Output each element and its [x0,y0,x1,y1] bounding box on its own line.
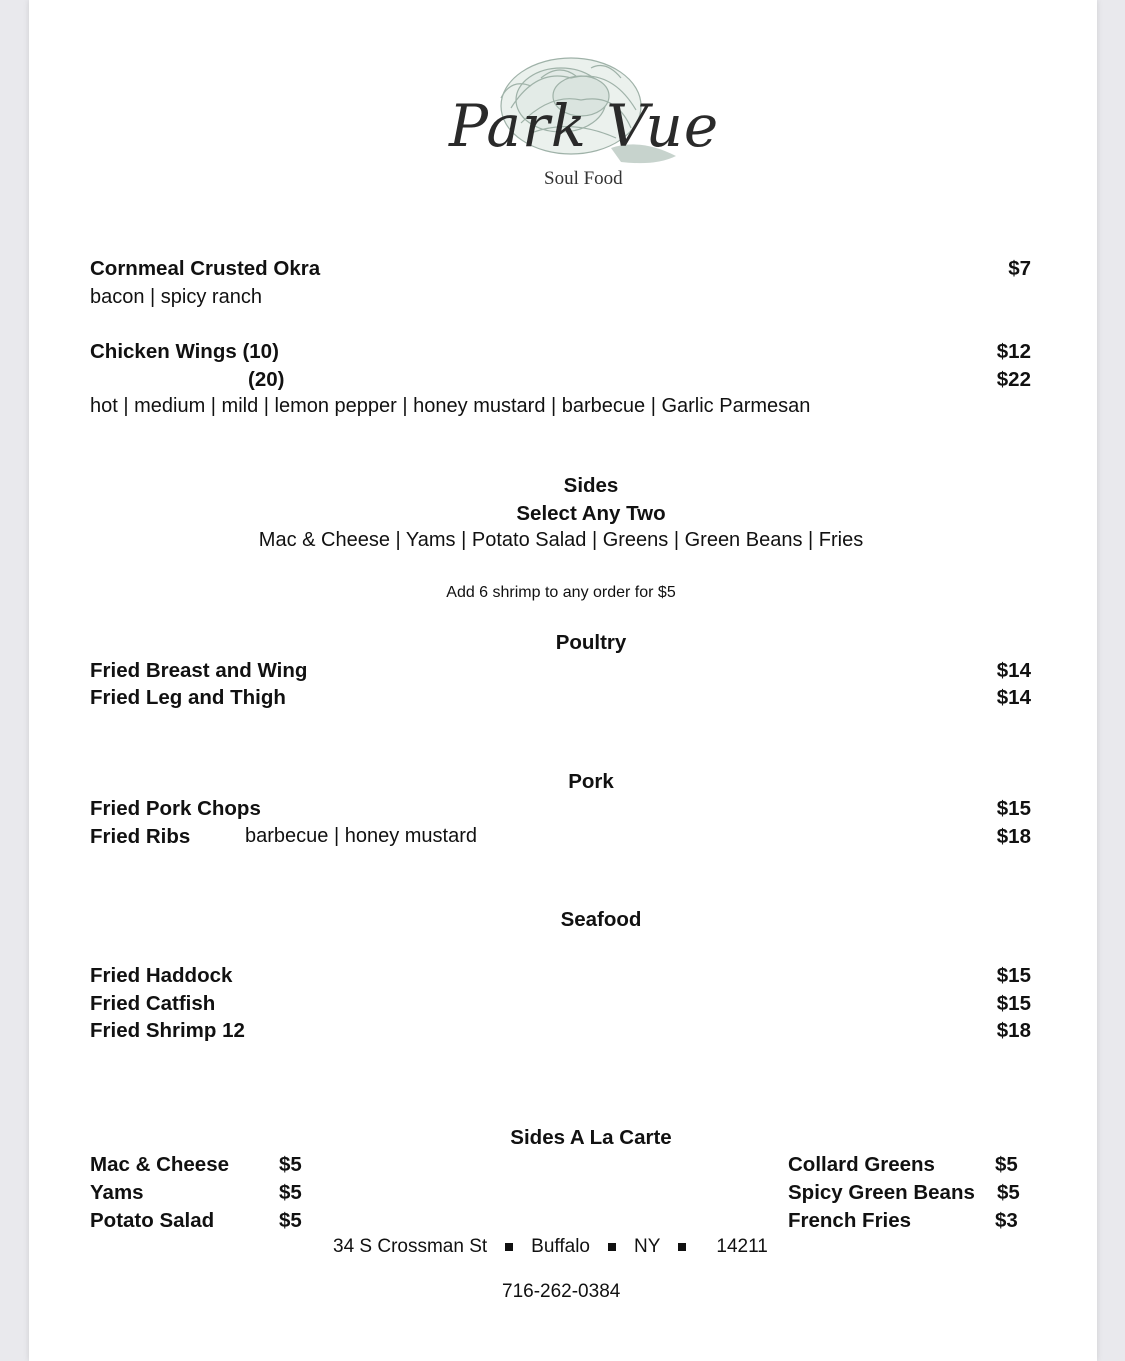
section-title-sides: Sides [563,474,619,497]
side-item-name: Yams [90,1181,144,1204]
menu-item-price: $18 [996,1019,1031,1042]
logo-wordmark: Park Vue [449,92,720,160]
side-item-name: Spicy Green Beans [788,1181,975,1204]
menu-item-description: bacon | spicy ranch [90,286,262,308]
menu-item-name: Fried Haddock [90,964,233,987]
address-zip: 14211 [716,1236,768,1257]
side-item-name: Mac & Cheese [90,1153,230,1176]
menu-item-description: hot | medium | mild | lemon pepper | honey mustard | barbecue | Garlic Parmesan [90,395,811,417]
menu-item-price: $7 [1008,257,1031,280]
section-title-seafood: Seafood [560,908,642,931]
logo-tagline: Soul Food [544,168,623,189]
address-state: NY [633,1236,661,1257]
section-title-a-la-carte: Sides A La Carte [510,1126,672,1149]
separator-square-icon [608,1243,616,1251]
menu-item-name: Fried Breast and Wing [90,659,308,682]
address-line [333,1236,768,1258]
side-item-price: $3 [995,1209,1018,1232]
menu-item-name: Fried Pork Chops [90,797,261,820]
menu-page [29,0,1097,1361]
menu-item-price: $22 [996,368,1031,391]
menu-item-name: Fried Shrimp 12 [90,1019,245,1042]
shrimp-addon-note: Add 6 shrimp to any order for $5 [446,584,676,601]
side-item-name: Collard Greens [788,1153,935,1176]
menu-item-variant: (20) [248,368,285,391]
address-city: Buffalo [531,1236,590,1257]
menu-item-name: Cornmeal Crusted Okra [90,257,321,280]
side-item-name: Potato Salad [90,1209,215,1232]
side-item-price: $5 [997,1181,1020,1204]
side-item-name: French Fries [788,1209,912,1232]
menu-item-price: $18 [996,825,1031,848]
menu-item-price: $12 [996,340,1031,363]
sides-list: Mac & Cheese | Yams | Potato Salad | Greens | Green Beans | Fries [258,529,864,551]
address-street: 34 S Crossman St [333,1236,488,1257]
logo [441,38,741,198]
section-title-poultry: Poultry [555,631,627,654]
menu-item-price: $14 [996,659,1031,682]
phone-number: 716-262-0384 [502,1281,621,1302]
menu-item-price: $15 [996,992,1031,1015]
separator-square-icon [505,1243,513,1251]
menu-item-name: Fried Catfish [90,992,216,1015]
menu-item-price: $15 [996,797,1031,820]
side-item-price: $5 [279,1153,302,1176]
section-subtitle-sides: Select Any Two [516,502,666,525]
menu-item-price: $14 [996,686,1031,709]
section-title-pork: Pork [568,770,614,793]
menu-item-name: Fried Leg and Thigh [90,686,286,709]
separator-square-icon [678,1243,686,1251]
side-item-price: $5 [279,1209,302,1232]
menu-item-price: $15 [996,964,1031,987]
menu-item-name: Fried Ribs [90,825,191,848]
menu-item-description: barbecue | honey mustard [245,825,478,847]
side-item-price: $5 [995,1153,1018,1176]
side-item-price: $5 [279,1181,302,1204]
menu-item-name: Chicken Wings (10) [90,340,279,363]
